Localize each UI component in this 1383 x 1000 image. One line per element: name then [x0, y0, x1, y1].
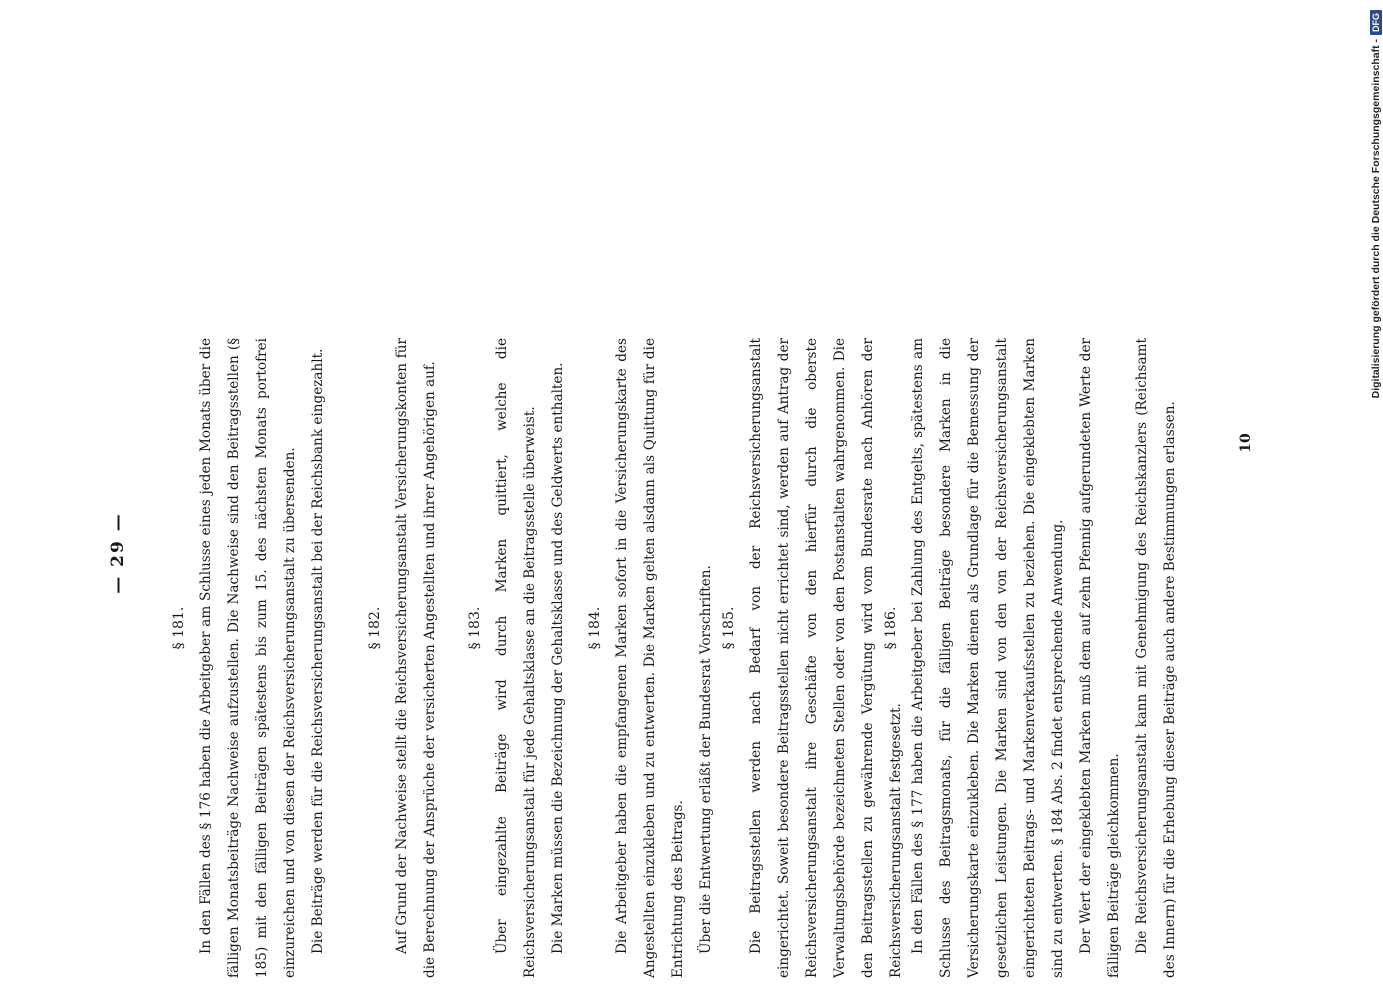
digitization-credit: [1370, 10, 1382, 990]
section-heading: § 184.: [587, 606, 603, 650]
section-heading: § 185.: [721, 606, 737, 650]
section-paragraph: Die Beitragsstellen werden nach Bedarf von der Reichsversicherungsanstalt eingerichtet. Soweit besondere Beitragsstellen nicht errichtet sind, werden auf Antrag der Reichsversicherungsanstalt ihre Geschäfte von den hierfür durch die oberste Verwaltungsbehörde bezeichneten Stellen oder von den Postanstalten wahrgenommen. Die den Beitragsstellen zu gewährende Vergütung wird vom Bundesrate nach Anhören der Reichsversicherungsanstalt festgesetzt.: [748, 338, 904, 978]
section-paragraph: Über die Entwertung erläßt der Bundesrat Vorschriften.: [698, 565, 714, 954]
section-paragraph: Die Arbeitgeber haben die empfangenen Marken sofort in die Versicherungskarte des Angestellten einzukleben und zu entwerten. Die Marken gelten alsdann als Quittung für die Entrichtung des Beitrags.: [614, 338, 686, 978]
section-paragraph: Auf Grund der Nachweise stellt die Reichsversicherungsanstalt Versicherungskonten für die Berechnung der Ansprüche der versicherten Angestellten und ihrer Angehörigen auf.: [394, 338, 438, 978]
section-184: [586, 338, 720, 978]
section-heading: § 183.: [467, 606, 483, 650]
section-paragraph: Die Beiträge werden für die Reichsversicherungsanstalt bei der Reichsbank eingezahlt.: [310, 348, 326, 954]
section-186: [882, 338, 1184, 978]
section-heading: § 186.: [883, 606, 899, 650]
page-body: [108, 138, 1254, 978]
section-paragraph: In den Fällen des § 177 haben die Arbeitgeber bei Zahlung des Entgelts, spätestens am Schlusse des Beitragsmonats, für die fälligen Beiträge besondere Marken in die Versicherungskarte einzukleben. Die Marken dienen als Grundlage für die Bemessung der gesetzlichen Leistungen. Die Marken sind von den von der Reichsversicherungsanstalt eingerichteten Beitrags- und Markenverkaufsstellen zu beziehen. Die eingeklebten Marken sind zu entwerten. § 184 Abs. 2 findet entsprechende Anwendung.: [910, 338, 1066, 978]
section-paragraph: In den Fällen des § 176 haben die Arbeitgeber am Schlusse eines jeden Monats über die fälligen Monatsbeiträge Nachweise aufzustellen. Die Nachweise sind den Beitragsstellen (§ 185) mit den fälligen Beiträgen spätestens bis zum 15. des nächsten Monats portofrei einzureichen und von diesen der Reichsversicherungsanstalt zu übersenden.: [198, 338, 298, 978]
section-paragraph: Der Wert der eingeklebten Marken muß dem auf zehn Pfennig aufgerundeten Werte der fälligen Beiträge gleichkommen.: [1078, 338, 1122, 978]
credit-text: Digitalisierung gefördert durch die Deutsche Forschungsgemeinschaft -: [1370, 39, 1382, 399]
section-182: [366, 338, 444, 978]
section-paragraph: Die Reichsversicherungsanstalt kann mit Genehmigung des Reichskanzlers (Reichsamt des Innern) für die Erhebung dieser Beiträge auch andere Bestimmungen erlassen.: [1134, 338, 1178, 978]
section-paragraph: Über eingezahlte Beiträge wird durch Marken quittiert, welche die Reichsversicherungsanstalt für jede Gehaltsklasse an die Beitragsstelle überweist.: [494, 338, 538, 978]
section-heading: § 182.: [367, 606, 383, 650]
section-181: [170, 338, 332, 978]
page-footer-signature: 10: [1238, 433, 1254, 453]
page-number: — 29 —: [108, 512, 128, 594]
dfg-logo: DFG: [1370, 10, 1382, 35]
rotated-page-content: [108, 138, 1254, 978]
section-heading: § 181.: [171, 606, 187, 650]
section-paragraph: Die Marken müssen die Bezeichnung der Gehaltsklasse und des Geldwerts enthalten.: [550, 362, 566, 954]
section-183: [466, 338, 572, 978]
